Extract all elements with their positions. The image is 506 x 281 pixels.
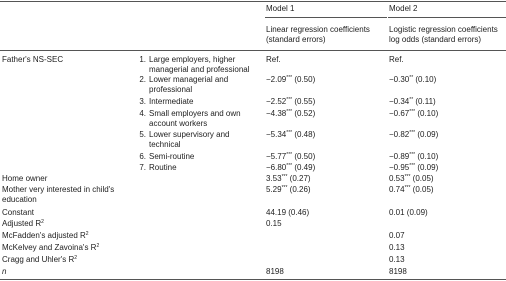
category-label: Routine	[149, 163, 177, 172]
model2-value: 0.01 (0.09)	[389, 208, 428, 217]
model2-value: 0.13	[389, 255, 405, 264]
std-error: (0.48)	[294, 130, 316, 139]
coef: −0.67	[389, 109, 410, 118]
home-owner-label: Home owner	[2, 174, 48, 183]
model1-value	[266, 130, 315, 140]
std-error: (0.27)	[289, 174, 311, 183]
category-row	[136, 55, 262, 75]
model1-value	[266, 185, 311, 195]
std-error: (0.09)	[417, 130, 439, 139]
sig-stars: ***	[286, 97, 293, 103]
coef: −4.38	[266, 109, 287, 118]
category-row	[136, 109, 262, 129]
superscript: 2	[74, 255, 78, 261]
model1-value: Ref.	[266, 55, 281, 64]
category-label: Small employers and own	[149, 109, 241, 118]
std-error: (0.26)	[289, 185, 311, 194]
std-error: (0.55)	[294, 97, 316, 106]
category-label: Intermediate	[149, 97, 194, 106]
category-label-line2: professional	[149, 85, 193, 94]
constant-label: Constant	[2, 208, 35, 217]
model2-value	[389, 163, 438, 173]
model1-value	[266, 174, 311, 184]
coef: −0.82	[389, 130, 410, 139]
category-label: Lower supervisory and	[149, 130, 230, 139]
model1-heading: Model 1	[266, 4, 295, 13]
std-error: (0.10)	[415, 75, 437, 84]
std-error: (0.49)	[294, 163, 316, 172]
model2-value	[389, 109, 438, 119]
mother-interest-label: Mother very interested in child's	[2, 185, 115, 194]
model1-value: 44.19 (0.46)	[266, 208, 310, 217]
coef: 0.53	[389, 174, 405, 183]
sig-stars: ***	[409, 109, 416, 115]
std-error: (0.05)	[412, 174, 434, 183]
model2-value: Ref.	[389, 55, 404, 64]
category-number: 5.	[139, 130, 146, 139]
category-number: 2.	[139, 75, 146, 84]
coef: −0.30	[389, 75, 410, 84]
sig-stars: ***	[286, 75, 293, 81]
category-row	[136, 75, 262, 95]
model2-subheading-line2: log odds (standard errors)	[389, 35, 482, 44]
stat-label: Cragg and Uhler's R	[2, 255, 75, 264]
mcfadden-r2-label	[2, 231, 89, 241]
model2-value: 8198	[389, 267, 407, 276]
sig-stars: ***	[281, 185, 288, 191]
std-error: (0.52)	[294, 109, 316, 118]
category-label: Large employers, higher	[149, 55, 236, 64]
model2-value	[389, 130, 438, 140]
category-number: 7.	[139, 163, 146, 172]
coef: 3.53	[266, 174, 282, 183]
category-row	[136, 130, 262, 150]
sig-stars: ***	[404, 185, 411, 191]
model2-value	[389, 185, 434, 195]
category-label: Lower managerial and	[149, 75, 229, 84]
sig-stars: ***	[286, 130, 293, 136]
category-label-line2: managerial and professional	[149, 65, 250, 74]
category-number: 3.	[139, 97, 146, 106]
coef: −2.52	[266, 97, 287, 106]
superscript: 2	[85, 231, 89, 237]
nssec-variable-label: Father's NS-SEC	[2, 55, 64, 64]
stat-label: McFadden's adjusted R	[2, 231, 86, 240]
model2-value	[389, 75, 436, 85]
coef: −0.89	[389, 152, 410, 161]
sig-stars: ***	[281, 174, 288, 180]
model1-subheading-line2: (standard errors)	[266, 35, 326, 44]
n-label: n	[2, 267, 7, 276]
sig-stars: **	[409, 97, 414, 103]
bottom-rule	[0, 279, 506, 280]
model2-value	[389, 97, 436, 107]
category-label-line2: account workers	[149, 119, 208, 128]
sig-stars: ***	[404, 174, 411, 180]
coef: −6.80	[266, 163, 287, 172]
sig-stars: ***	[409, 152, 416, 158]
std-error: (0.50)	[294, 152, 316, 161]
model2-value	[389, 152, 438, 162]
superscript: 2	[96, 243, 100, 249]
category-row	[136, 163, 262, 173]
std-error: (0.10)	[417, 152, 439, 161]
category-number: 1.	[139, 55, 146, 64]
model1-value	[266, 97, 315, 107]
model2-underline	[388, 17, 506, 18]
model2-value: 0.07	[389, 231, 405, 240]
sig-stars: ***	[409, 130, 416, 136]
cragg-uhler-r2-label	[2, 255, 77, 265]
coef: −2.09	[266, 75, 287, 84]
category-label: Semi-routine	[149, 152, 195, 161]
category-row	[136, 97, 262, 107]
adjusted-r2-label	[2, 219, 44, 229]
mother-interest-label-line2: education	[2, 195, 37, 204]
coef: −0.95	[389, 163, 410, 172]
coef: 0.74	[389, 185, 405, 194]
model2-value	[389, 174, 434, 184]
model1-underline	[265, 17, 387, 18]
top-rule	[0, 1, 506, 2]
model1-value	[266, 152, 315, 162]
coef: 5.29	[266, 185, 282, 194]
model1-value	[266, 163, 315, 173]
header-rule	[0, 50, 506, 51]
sig-stars: ***	[286, 152, 293, 158]
sig-stars: ***	[286, 163, 293, 169]
category-number: 4.	[139, 109, 146, 118]
sig-stars: ***	[409, 163, 416, 169]
model2-subheading-line1: Logistic regression coefficients	[389, 25, 498, 34]
std-error: (0.09)	[417, 163, 439, 172]
mckelvey-zavoina-r2-label	[2, 243, 99, 253]
model1-value: 0.15	[266, 219, 282, 228]
category-label-line2: technical	[149, 140, 181, 149]
stat-label: Adjusted R	[2, 219, 42, 228]
stat-label: McKelvey and Zavoina's R	[2, 243, 97, 252]
superscript: 2	[41, 219, 44, 225]
model1-value	[266, 75, 315, 85]
model1-value	[266, 109, 315, 119]
sig-stars: **	[409, 75, 414, 81]
std-error: (0.11)	[415, 97, 436, 106]
std-error: (0.50)	[294, 75, 316, 84]
model1-value: 8198	[266, 267, 284, 276]
coef: −5.34	[266, 130, 287, 139]
std-error: (0.10)	[417, 109, 439, 118]
coef: −0.34	[389, 97, 410, 106]
std-error: (0.05)	[412, 185, 434, 194]
model2-value: 0.13	[389, 243, 405, 252]
model1-subheading-line1: Linear regression coefficients	[266, 25, 370, 34]
category-row	[136, 152, 262, 162]
coef: −5.77	[266, 152, 287, 161]
sig-stars: ***	[286, 109, 293, 115]
category-number: 6.	[139, 152, 146, 161]
model2-heading: Model 2	[389, 4, 418, 13]
